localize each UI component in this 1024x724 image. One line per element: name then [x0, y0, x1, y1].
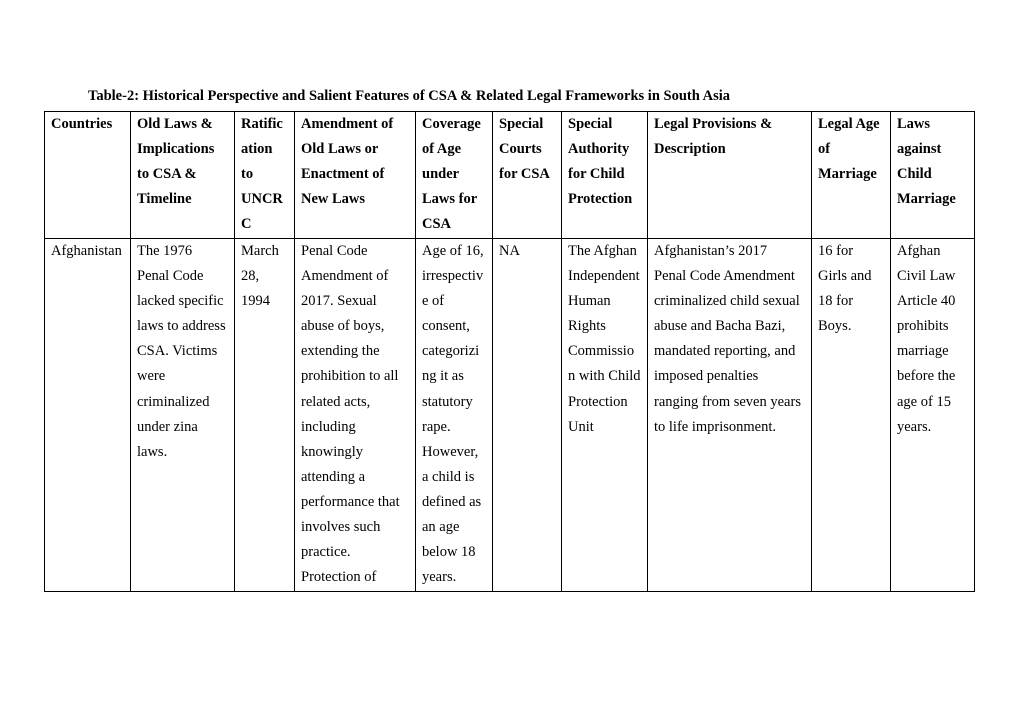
cell-line: extending the [301, 343, 380, 360]
table-cell [493, 239, 562, 592]
cell-line: Coverage [422, 116, 481, 132]
cell-line: categorizi [422, 343, 480, 360]
cell-line: below 18 [422, 544, 476, 561]
cell-line: Afghanistan [51, 243, 122, 259]
cell-line: for Child [568, 166, 625, 183]
column-header [235, 112, 295, 239]
cell-line: consent, [422, 318, 470, 335]
cell-line: 18 for [818, 293, 854, 310]
cell-line: Enactment of [301, 166, 385, 183]
cell-line: abuse and Bacha Bazi, [654, 318, 786, 335]
cell-line: Human [568, 293, 611, 310]
cell-line: imposed penalties [654, 368, 759, 385]
cell-line: laws. [137, 443, 168, 460]
cell-line: Legal Provisions & [654, 116, 773, 132]
cell-line: Girls and [818, 268, 872, 285]
cell-line: years. [897, 418, 932, 435]
cell-line: Amendment of [301, 116, 394, 132]
cell-line: knowingly [301, 443, 364, 460]
table-cell [648, 239, 812, 592]
cell-line: NA [499, 243, 520, 259]
cell-line: years. [422, 569, 457, 586]
cell-line: n with Child [568, 368, 641, 385]
csa-legal-frameworks-table [44, 111, 975, 592]
cell-line: of Age [422, 141, 462, 158]
column-header [416, 112, 493, 239]
cell-line: Special [499, 116, 544, 132]
cell-line: Countries [51, 116, 113, 132]
cell-line: ng it as [422, 368, 464, 385]
cell-line: Independent [568, 268, 640, 285]
cell-line: including [301, 418, 356, 435]
cell-line: marriage [897, 343, 949, 360]
column-header [131, 112, 235, 239]
cell-line: The Afghan [568, 243, 637, 259]
cell-line: practice. [301, 544, 351, 561]
cell-line: 2017. Sexual [301, 293, 377, 310]
cell-line: under [422, 166, 460, 183]
column-header [648, 112, 812, 239]
cell-line: to life imprisonment. [654, 418, 777, 435]
cell-line: for CSA [499, 166, 550, 183]
cell-line: criminalized child sexual [654, 293, 800, 310]
column-header [295, 112, 416, 239]
cell-line: statutory [422, 393, 473, 410]
cell-line: C [241, 216, 252, 233]
column-header [493, 112, 562, 239]
cell-line: 28, [241, 268, 260, 285]
cell-line: against [897, 141, 942, 158]
table-cell [891, 239, 975, 592]
table-cell [416, 239, 493, 592]
cell-line: However, [422, 443, 479, 460]
column-header [891, 112, 975, 239]
table-cell [45, 239, 131, 592]
table-caption: Table-2: Historical Perspective and Salient Features of CSA & Related Legal Frameworks in South Asia [88, 88, 730, 104]
cell-line: Marriage [818, 166, 877, 183]
cell-line: 16 for [818, 243, 854, 259]
table-row [45, 239, 975, 592]
cell-line: of [818, 141, 831, 158]
cell-line: Penal Code Amendment [654, 268, 795, 285]
cell-line: irrespectiv [422, 268, 484, 285]
cell-line: Courts [499, 141, 542, 158]
cell-line: Child [897, 166, 932, 183]
cell-line: CSA. Victims [137, 343, 218, 360]
cell-line: Special [568, 116, 613, 132]
cell-line: Old Laws & [137, 116, 213, 132]
cell-line: lacked specific [137, 293, 224, 310]
cell-line: performance that [301, 493, 400, 510]
table-cell [812, 239, 891, 592]
cell-line: Age of 16, [422, 243, 484, 259]
cell-line: Laws [897, 116, 931, 132]
cell-line: Penal Code [301, 243, 368, 259]
cell-line: Amendment of [301, 268, 389, 285]
cell-line: e of [422, 293, 445, 310]
cell-line: ranging from seven years [654, 393, 801, 410]
cell-line: March [241, 243, 279, 259]
table-cell [131, 239, 235, 592]
cell-line: Legal Age [818, 116, 880, 132]
cell-line: to CSA & [137, 166, 197, 183]
cell-line: UNCR [241, 191, 283, 208]
column-header [812, 112, 891, 239]
cell-line: an age [422, 519, 460, 536]
table-header-row [45, 112, 975, 239]
cell-line: Old Laws or [301, 141, 379, 158]
cell-line: Marriage [897, 191, 956, 208]
cell-line: under zina [137, 418, 198, 435]
cell-line: rape. [422, 418, 451, 435]
cell-line: prohibition to all [301, 368, 399, 385]
cell-line: to [241, 166, 254, 183]
cell-line: criminalized [137, 393, 210, 410]
cell-line: Protection [568, 393, 628, 410]
cell-line: a child is [422, 468, 475, 485]
cell-line: Civil Law [897, 268, 956, 285]
cell-line: Unit [568, 418, 594, 435]
cell-line: involves such [301, 519, 381, 536]
cell-line: defined as [422, 493, 482, 510]
cell-line: CSA [422, 216, 452, 233]
table-cell [562, 239, 648, 592]
column-header [562, 112, 648, 239]
cell-line: age of 15 [897, 393, 951, 410]
cell-line: before the [897, 368, 956, 385]
cell-line: Commissio [568, 343, 635, 360]
cell-line: attending a [301, 468, 366, 485]
cell-line: related acts, [301, 393, 371, 410]
cell-line: Description [654, 141, 726, 158]
table-cell [295, 239, 416, 592]
table-body [45, 239, 975, 592]
cell-line: Article 40 [897, 293, 956, 310]
column-header [45, 112, 131, 239]
cell-line: prohibits [897, 318, 949, 335]
table-cell [235, 239, 295, 592]
cell-line: Laws for [422, 191, 478, 208]
cell-line: Authority [568, 141, 630, 158]
cell-line: were [137, 368, 166, 385]
cell-line: Timeline [137, 191, 192, 208]
cell-line: 1994 [241, 293, 270, 310]
cell-line: Rights [568, 318, 606, 335]
cell-line: The 1976 [137, 243, 193, 259]
cell-line: ation [241, 141, 273, 158]
cell-line: Protection of [301, 569, 377, 586]
cell-line: Penal Code [137, 268, 204, 285]
cell-line: Ratific [241, 116, 283, 132]
cell-line: Afghanistan’s 2017 [654, 243, 768, 259]
cell-line: New Laws [301, 191, 366, 208]
cell-line: mandated reporting, and [654, 343, 796, 360]
cell-line: Boys. [818, 318, 852, 335]
cell-line: laws to address [137, 318, 226, 335]
cell-line: Implications [137, 141, 215, 158]
cell-line: abuse of boys, [301, 318, 385, 335]
cell-line: Protection [568, 191, 633, 208]
cell-line: Afghan [897, 243, 941, 259]
